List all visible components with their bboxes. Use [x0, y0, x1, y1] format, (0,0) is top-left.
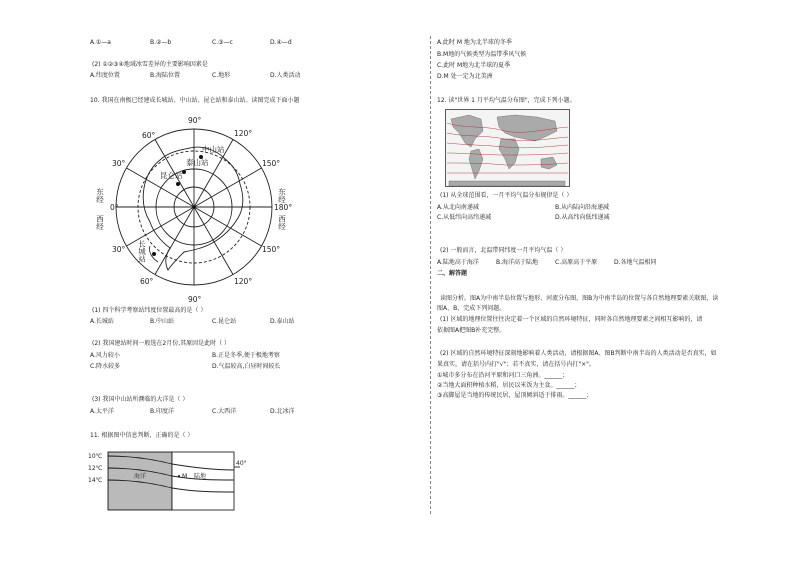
statement-1: ①城市多分布在沿河平原和河口三角洲。______；	[437, 372, 569, 379]
label-180: 180°	[274, 203, 293, 212]
label-top-90: 90°	[188, 116, 202, 125]
ocean-area	[108, 452, 172, 510]
q11-option-d: D.M 处一定为北美洲	[437, 73, 493, 80]
label-150-right: 150°	[262, 159, 281, 168]
label-kunlun-station: 昆仑站	[160, 171, 183, 180]
q10-3-option-b: B.印度洋	[150, 408, 175, 415]
q-para-2: 图A、B，完成下列问题。	[437, 305, 506, 312]
land-area	[172, 452, 234, 510]
label-60-top-left: 60°	[142, 131, 156, 140]
south-pole-point	[192, 205, 195, 208]
label-0: 0°	[110, 203, 119, 212]
q12-2-option-b: B.海洋高于陆地	[496, 259, 539, 266]
taishan-station-marker	[182, 170, 186, 174]
label-14c: 14℃	[88, 477, 103, 484]
label-40-degree: 40°	[236, 460, 247, 467]
section-heading-answers: 二、解答题	[437, 270, 468, 277]
q9-sub-option-a: A.纬度位置	[90, 72, 120, 79]
isotherm-figure	[86, 446, 246, 516]
q12-2-question: (2) 一般而言，北温带同纬度一月平均气温（ ）	[440, 247, 567, 254]
changcheng-station-marker	[152, 252, 156, 256]
label-120-top-right: 120°	[234, 129, 253, 138]
label-east-right: 东经	[277, 188, 287, 203]
q11-option-b: B.M地的气候类型为温带季风气候	[437, 51, 527, 58]
q-para-6: 果真实，请在括号内打"√"；若不真实，请在括号内打"×"。	[437, 361, 595, 368]
q10-1-option-a: A.长城站	[90, 318, 114, 325]
label-west-right: 西经	[277, 215, 287, 230]
q11-option-a: A.此时 M 地为北半球的冬季	[437, 39, 512, 46]
q11-option-c: C.此时 M地为北半球的夏季	[437, 62, 511, 69]
antarctica-shape	[449, 181, 565, 186]
q10-3-option-c: C.大西洋	[212, 408, 237, 415]
q12-1-option-a: A.从北向南递减	[437, 204, 479, 211]
q-para-5: (2) 区域的自然环境特征深刻地影响着人类活动，请根据图A、图B判断中南半岛的人类活动是否真实，如	[440, 350, 717, 357]
q12-1-question: (1) 从全球范围看，一月平均气温分布规律是（ ）	[440, 192, 573, 199]
q10-2-option-b: B.正是冬季,便于极地考察	[212, 352, 280, 359]
label-ocean: 海洋	[134, 473, 147, 480]
q10-1-option-b: B.中山站	[150, 318, 175, 325]
label-150-bottom-right: 150°	[262, 245, 281, 254]
q9-sub-option-b: B.海陆位置	[150, 72, 181, 79]
q10-2-option-c: C.降水较多	[90, 363, 121, 370]
label-30-bottom-left: 30°	[112, 245, 126, 254]
q12-2-option-a: A.陆地高于海洋	[437, 259, 479, 266]
q12-stem: 12. 读"世界 1 月平均气温分布图"，完成下列小题。	[437, 97, 576, 104]
label-60-bottom-left: 60°	[140, 277, 154, 286]
label-120-bottom-right: 120°	[234, 277, 253, 286]
q10-1-option-c: C.昆仑站	[212, 318, 237, 325]
q12-1-option-c: C.从低纬向高纬递减	[437, 214, 492, 221]
q10-2-option-a: A.风力较小	[90, 352, 120, 359]
column-divider	[430, 36, 431, 514]
q10-3-option-d: D.北冰洋	[270, 408, 295, 415]
antarctica-polar-map	[95, 112, 298, 306]
q12-2-option-c: C.高原高于平原	[555, 259, 598, 266]
q10-1-option-d: D.泰山站	[270, 318, 295, 325]
q10-3-question: (3) 我国中山站所濒临的大洋是（ ）	[92, 396, 189, 403]
q9-subquestion: (2) ①②③④地域冰雪差异的主要影响因素是	[92, 61, 208, 68]
world-january-temperature-map	[445, 109, 570, 187]
q10-3-option-a: A.太平洋	[90, 408, 114, 415]
label-land: 陆地	[194, 473, 207, 480]
label-west-left: 西经	[95, 215, 105, 230]
q9-option-b: B.②—b	[150, 39, 172, 46]
q11-stem: 11. 根据图中信息判断，正确的是（ ）	[90, 432, 194, 439]
q9-option-c: C.③—c	[212, 39, 233, 46]
q12-2-option-d: D.各地气温相同	[614, 259, 657, 266]
q10-stem: 10. 我国在南极已经建成长城站、中山站、昆仑站和泰山站。读图完成下面小题	[90, 97, 300, 104]
q-para-1: 读图分析。图A为中南半岛位置与地形、河流分布图，图B为中南半岛的位置与各自然地理要素关联图，读	[440, 295, 719, 302]
q9-option-a: A.①—a	[90, 39, 111, 46]
q9-sub-option-d: D.人类活动	[270, 72, 301, 79]
q10-2-question: (2) 我国建站时间一般选在2月份,其原因是此时（ ）	[92, 340, 231, 347]
statement-3: ③高脚屋是当地的传统民居，屋顶倾斜适于排雨。______；	[437, 392, 593, 399]
label-m: M	[182, 473, 188, 480]
label-12c: 12℃	[88, 465, 103, 472]
label-10c: 10℃	[88, 453, 103, 460]
q-para-3: (1) 区域的地理位置往往决定着一个区域的自然环境特征，同时各自然地理要素之间相互影响的，请	[440, 316, 703, 323]
label-east-left: 东经	[95, 188, 105, 203]
label-taishan-station: 泰山站	[186, 158, 209, 167]
point-m-marker	[178, 475, 180, 477]
q-para-4: 依据图A把图B补充完整。	[437, 327, 506, 334]
kunlun-station-marker	[176, 182, 180, 186]
label-changcheng-station: 长城站	[137, 240, 147, 263]
label-zhongshan-station: 中山站	[202, 145, 225, 154]
label-30-left: 30°	[112, 159, 126, 168]
q9-option-d: D.④—d	[270, 39, 292, 46]
statement-2: ②当地大面积种植水稻，居民以米饭为主食。______；	[437, 382, 581, 389]
q10-1-question: (1) 四个科学考察站纬度位置最高的是（ ）	[92, 307, 207, 314]
label-bottom-90: 90°	[188, 295, 202, 304]
q12-1-option-b: B.从内陆向沿海递减	[555, 204, 610, 211]
q12-1-option-d: D.从高纬向低纬递减	[555, 214, 610, 221]
q9-sub-option-c: C.地形	[212, 72, 231, 79]
q10-2-option-d: D.气温较高,白昼时间较长	[212, 363, 281, 370]
